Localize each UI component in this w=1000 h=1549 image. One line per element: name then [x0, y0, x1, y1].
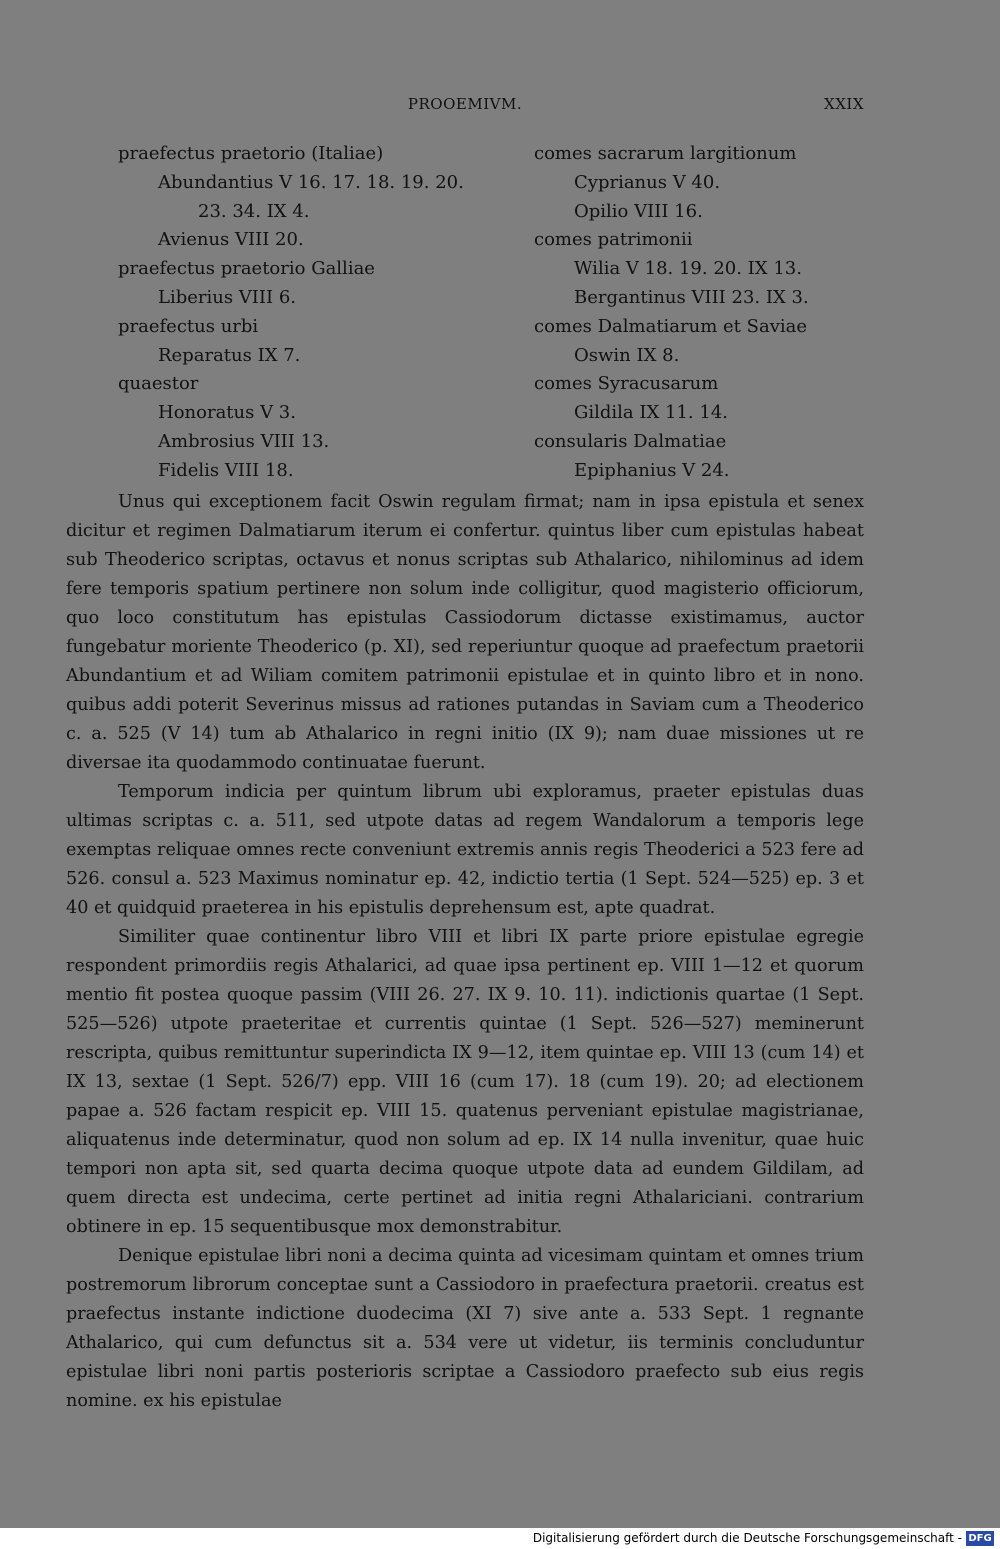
running-header	[66, 95, 864, 119]
dfg-logo: DFG	[966, 1531, 994, 1546]
official-entry: Fidelis VIII 18.	[158, 459, 294, 481]
paragraph: Similiter quae continentur libro VIII et libri IX parte priore epistulae egregie respondent primordiis regis Athalarici, ad quae ipsa pertinent ep. VIII 1—12 et quorum mentio fit postea quoque passim (VIII 26. 27. IX 9. 10. 11). indictionis quartae (1 Sept. 525—526) utpote praeteritae et currentis quintae (1 Sept. 526—527) meminerunt rescripta, quibus remittuntur superindicta IX 9—12, item quintae ep. VIII 13 (cum 14) et IX 13, sextae (1 Sept. 526/7) epp. VIII 16 (cum 17). 18 (cum 19). 20; ad electionem papae a. 526 factam respicit ep. VIII 15. quatenus perveniant epistulae magistrianae, aliquatenus inde determinatur, quod non solum ad ep. IX 14 nulla invenitur, quae huic tempori non apta sit, sed quarta decima quoque utpote data ad eundem Gildilam, ad quem directa est undecima, certe pertinet ad initia regni Athalariciani. contrarium obtinere in ep. 15 sequentibusque mox demonstrabitur.	[66, 927, 864, 1237]
footer-credit: Digitalisierung gefördert durch die Deutsche Forschungsgemeinschaft -	[532, 1531, 962, 1545]
official-entry: Oswin IX 8.	[574, 344, 680, 366]
official-entry: Cyprianus V 40.	[574, 171, 721, 193]
office-heading: comes Syracusarum	[534, 373, 719, 395]
official-entry: Ambrosius VIII 13.	[158, 430, 330, 452]
office-heading: comes Dalmatiarum et Saviae	[534, 315, 808, 337]
paragraph: Temporum indicia per quintum librum ubi exploramus, praeter epistulas duas ultimas scriptas c. a. 511, sed utpote datas ad regem Wandalorum a temporis lege exemptas reliquae omnes recte conveniunt extremis annis regis Theoderici a 523 fere ad 526. consul a. 523 Maximus nominatur ep. 42, indictio tertia (1 Sept. 524—525) ep. 3 et 40 et quidquid praeterea in his epistulis deprehensum est, apte quadrat.	[66, 782, 864, 918]
office-heading: praefectus praetorio Galliae	[118, 258, 375, 280]
official-entry: Bergantinus VIII 23. IX 3.	[574, 286, 809, 308]
official-entry: Honoratus V 3.	[158, 402, 296, 424]
paragraph: Unus qui exceptionem facit Oswin regulam firmat; nam in ipsa epistula et senex dicitur et regimen Dalmatiarum iterum ei confertur. quintus liber cum epistulas habeat sub Theoderico scriptas, octavus et nonus scriptas sub Athalarico, nihilominus ad idem fere temporis spatium pertinere non solum inde colligitur, quod magisterio officiorum, quo loco constitutum has epistulas Cassiodorum dictasse existimamus, auctor fungebatur moriente Theoderico (p. XI), sed reperiuntur quoque ad praefectum praetorii Abundantium et ad Wiliam comitem patrimonii epistulae et in quinto libro et in nono. quibus addi poterit Severinus missus ad rationes putandas in Saviam cum a Theoderico c. a. 525 (V 14) tum ab Athalarico in regni initio (IX 9); nam duae missiones ut re diversae ita quodammodo continuatae fuerunt.	[66, 492, 864, 773]
official-entry: Opilio VIII 16.	[574, 200, 703, 222]
office-heading: consularis Dalmatiae	[534, 430, 727, 452]
official-entry: Liberius VIII 6.	[158, 286, 297, 308]
official-entry: Gildila IX 11. 14.	[574, 402, 729, 424]
official-entry: Epiphanius V 24.	[574, 459, 730, 481]
official-entry: Avienus VIII 20.	[158, 229, 304, 251]
official-entry: Abundantius V 16. 17. 18. 19. 20.	[158, 171, 464, 193]
official-entry: Wilia V 18. 19. 20. IX 13.	[574, 258, 802, 280]
official-entry: 23. 34. IX 4.	[198, 200, 310, 222]
officials-right-column	[534, 140, 874, 486]
digitization-footer	[0, 1528, 1000, 1549]
office-heading: praefectus praetorio (Italiae)	[118, 143, 384, 164]
office-heading: quaestor	[118, 373, 199, 395]
officials-left-column	[118, 140, 518, 486]
office-heading: comes patrimonii	[534, 229, 693, 251]
paragraph: Denique epistulae libri noni a decima quinta ad vicesimam quintam et omnes trium postremorum librorum conceptae sunt a Cassiodoro in praefectura praetorii. creatus est praefectus instante indictione duodecima (XI 7) sive ante a. 533 Sept. 1 regnante Athalarico, qui cum defunctus sit a. 534 vere ut videtur, iis terminis concluduntur epistulae libri noni partis posterioris scriptae a Cassiodoro praefecto sub eius regis nomine. ex his epistulae	[66, 1246, 864, 1411]
official-entry: Reparatus IX 7.	[158, 344, 301, 366]
page-number: XXIX	[824, 95, 864, 113]
body-text	[66, 488, 864, 1416]
header-title: PROOEMIVM.	[407, 95, 523, 113]
office-heading: comes sacrarum largitionum	[534, 143, 797, 164]
office-heading: praefectus urbi	[118, 315, 259, 337]
